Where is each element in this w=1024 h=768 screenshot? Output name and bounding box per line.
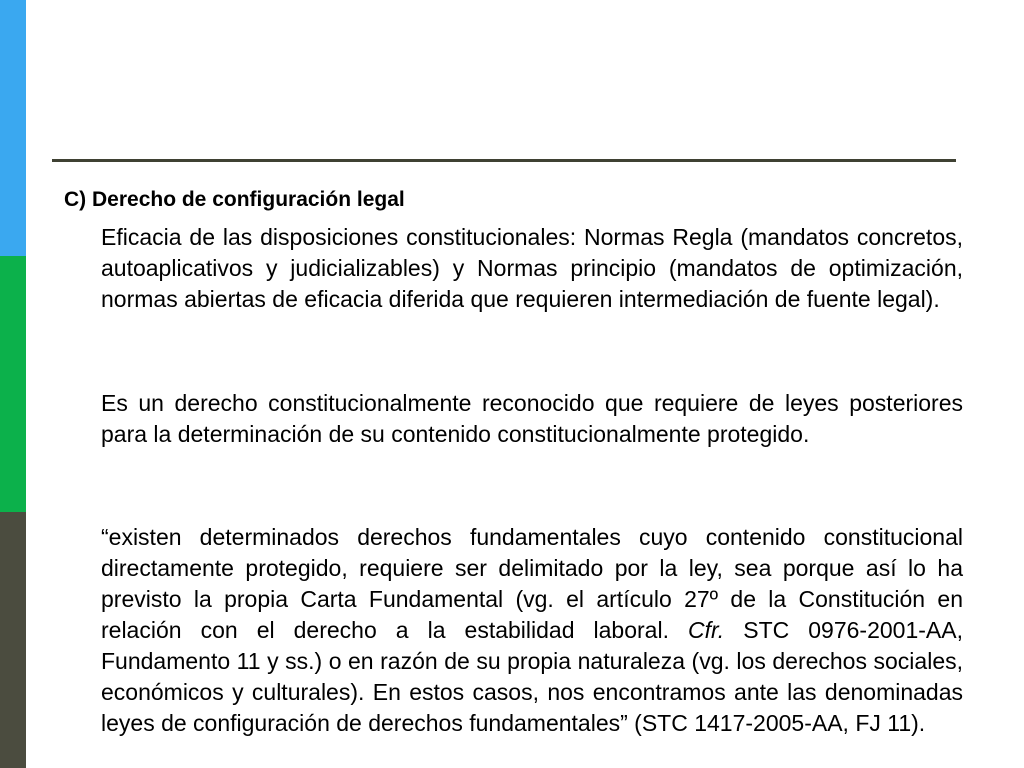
- left-stripe-green: [0, 256, 26, 512]
- paragraph-derecho: Es un derecho constitucionalmente reconocido que requiere de leyes posteriores para la determinación de su contenido constitucionalmente protegido.: [101, 390, 963, 447]
- left-stripe-dark: [0, 512, 26, 768]
- section-heading: C) Derecho de configuración legal: [64, 188, 405, 211]
- paragraph-quote: [101, 522, 963, 739]
- quote-text-end: STC 0976-2001-AA, Fundamento 11 y ss.) o en razón de su propia naturaleza (vg. los derechos sociales, económicos y culturales). En estos casos, nos encontramos ante las denominadas leyes de configuración de derechos fundamentales” (STC 1417-2005-AA, FJ 11).: [101, 617, 963, 736]
- quote-text-start: “existen determinados derechos fundamentales cuyo contenido constitucional directamente protegido, requiere ser delimitado por la ley, sea porque así lo ha previsto la propia Carta Fundamental (vg. el artículo 27º de la Constitución en relación con el derecho a la estabilidad laboral.: [101, 524, 963, 643]
- left-stripe-blue: [0, 0, 26, 256]
- paragraph-eficacia: Eficacia de las disposiciones constitucionales: Normas Regla (mandatos concretos, autoaplicativos y judicializables) y Normas principio (mandatos de optimización, normas abiertas de eficacia diferida que requieren intermediación de fuente legal).: [101, 224, 963, 312]
- quote-cfr: Cfr.: [688, 617, 725, 643]
- title-divider: [52, 159, 956, 162]
